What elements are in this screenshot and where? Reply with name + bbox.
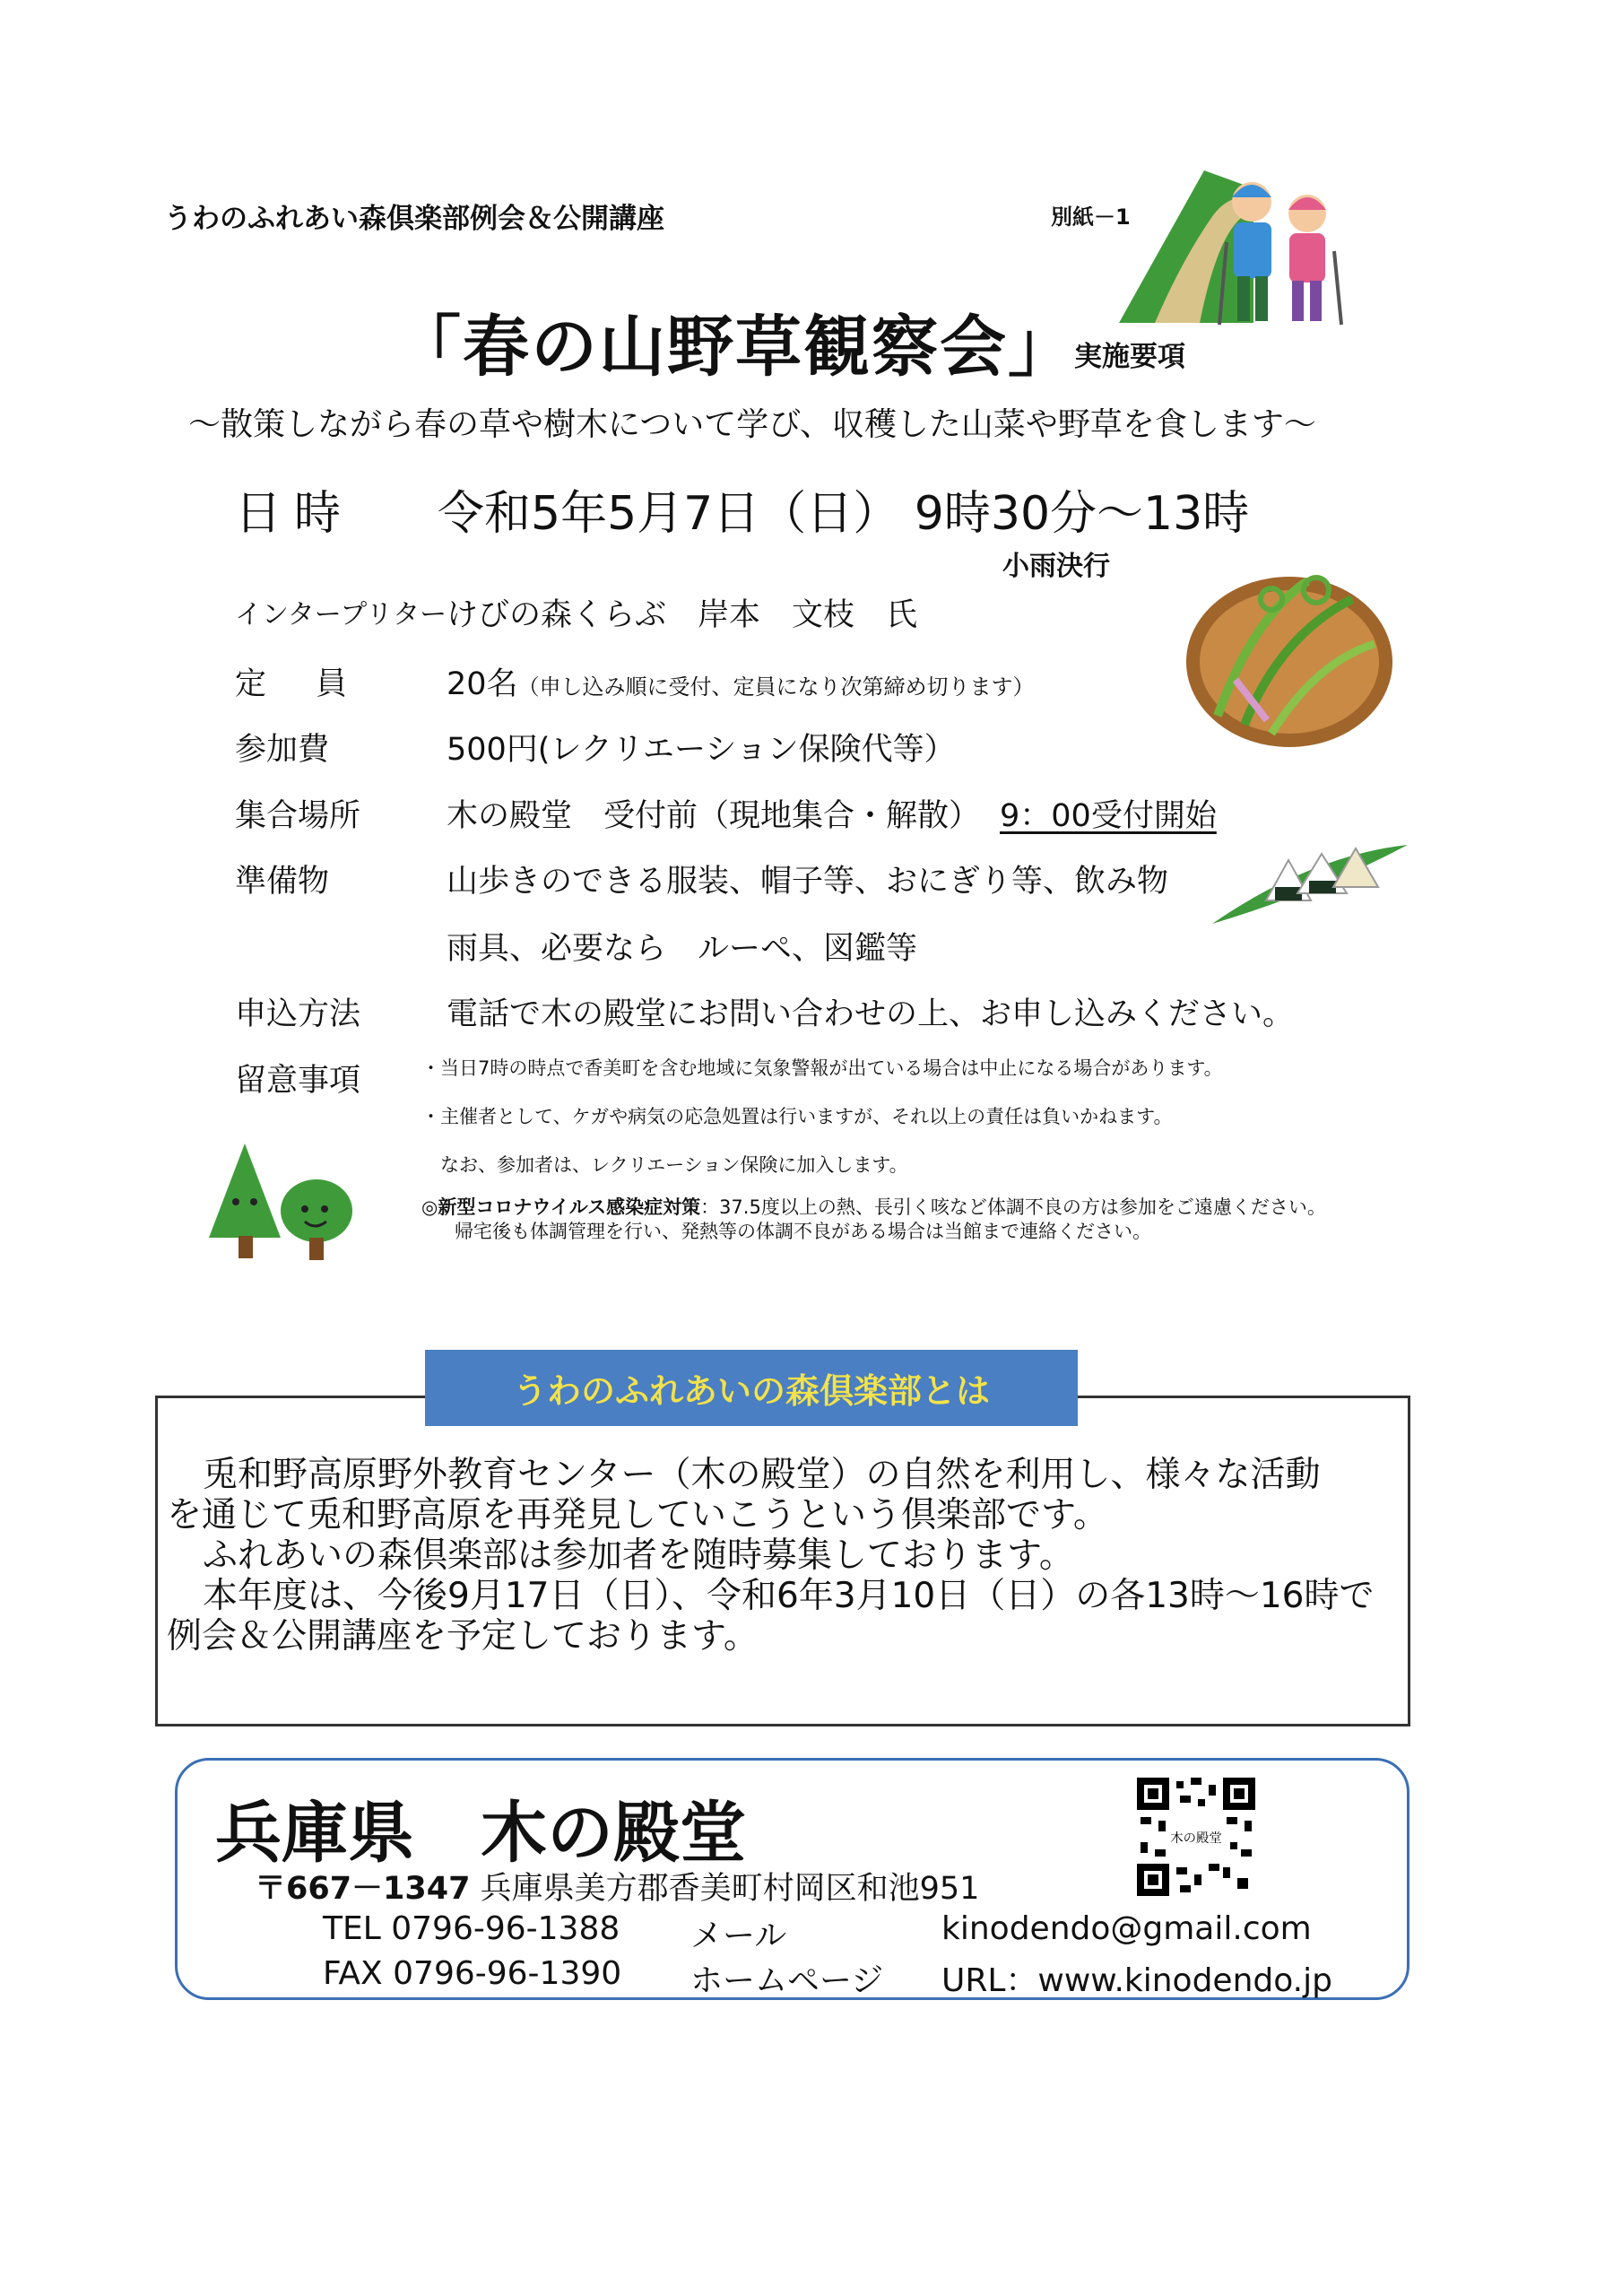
- club-line: ふれあいの森倶楽部は参加者を随時募集しております。: [203, 1535, 1074, 1576]
- meeting-place-value: [447, 791, 1217, 836]
- note-item: なお、参加者は、レクリエーション保険に加入します。: [421, 1154, 908, 1176]
- covid-heading: ◎新型コロナウイルス感染症対策: [421, 1196, 701, 1218]
- application-label: 申込方法: [235, 996, 361, 1032]
- items-value-2: 雨具、必要なら ルーペ、図鑑等: [447, 931, 918, 967]
- wild-vegetables-illustration: [1182, 563, 1397, 752]
- contact-address: [255, 1864, 979, 1909]
- note-item: ・当日7時の時点で香美町を含む地域に気象警報が出ている場合は中止になる場合があります。: [421, 1057, 1223, 1079]
- rain-note: 小雨決行: [1002, 551, 1110, 582]
- interpreter-value: けびの森くらぶ 岸本 文枝 氏: [447, 597, 918, 633]
- capacity-label: 定 員: [235, 666, 357, 702]
- capacity-note: （申し込み順に受付、定員になり次第締め切ります）: [517, 674, 1035, 700]
- covid-notice: [421, 1196, 1417, 1244]
- note-item: ・主催者として、ケガや病気の応急処置は行いますが、それ以上の責任は負いかねます。: [421, 1106, 1173, 1127]
- items-label: 準備物: [235, 864, 330, 900]
- qr-caption: 木の殿堂: [1170, 1831, 1222, 1846]
- meeting-place-label: 集合場所: [235, 798, 361, 834]
- subtitle: ～散策しながら春の草や樹木について学び、収穫した山菜や野草を食します～: [188, 406, 1316, 443]
- club-heading: うわのふれあいの森倶楽部とは: [425, 1350, 1078, 1426]
- title-suffix: 実施要項: [1074, 341, 1185, 373]
- notes-list: [421, 1057, 1417, 1184]
- page-title: 「春の山野草観察会」: [395, 309, 1076, 386]
- homepage-label: ホームページ: [690, 1962, 884, 1999]
- mail-label: メール: [690, 1918, 787, 1954]
- covid-text-2: 帰宅後も体調管理を行い、発熱等の体調不良がある場合は当館まで連絡ください。: [455, 1221, 1151, 1242]
- zip-code: 〒667－1347: [255, 1871, 471, 1907]
- fee-value: 500円(レクリエーション保険代等）: [447, 732, 956, 768]
- date-value: 令和5年5月7日（日） 9時30分～13時: [438, 487, 1250, 541]
- meeting-place-text: 木の殿堂 受付前（現地集合・解散）: [447, 798, 981, 834]
- notes-label: 留意事項: [235, 1063, 361, 1099]
- organization-line: うわのふれあい森倶楽部例会＆公開講座: [164, 203, 664, 235]
- date-label: 日時: [235, 487, 354, 541]
- capacity-value: [447, 659, 1035, 704]
- mail-address[interactable]: kinodendo@gmail.com: [941, 1910, 1312, 1947]
- homepage-url[interactable]: URL：www.kinodendo.jp: [941, 1962, 1332, 1999]
- covid-text: ：37.5度以上の熱、長引く咳など体調不良の方は参加をご遠慮ください。: [700, 1196, 1326, 1218]
- club-line: 本年度は、今後9月17日（日）、令和6年3月10日（日）の各13時～16時で: [203, 1576, 1375, 1616]
- tree-mascots-illustration: [204, 1139, 357, 1265]
- interpreter-label: インタープリター: [235, 599, 447, 631]
- application-value: 電話で木の殿堂にお問い合わせの上、お申し込みください。: [447, 996, 1295, 1032]
- hikers-illustration: [1119, 161, 1352, 332]
- fee-label: 参加費: [235, 732, 330, 768]
- club-line: を通じて兎和野高原を再発見していこうという倶楽部です。: [167, 1495, 1108, 1535]
- club-description: [167, 1455, 1404, 1657]
- tel-number: TEL 0796-96-1388: [323, 1910, 620, 1947]
- qr-code[interactable]: [1137, 1778, 1255, 1896]
- capacity-number: 20名: [447, 666, 518, 702]
- onigiri-illustration: [1212, 838, 1409, 927]
- annex-label: 別紙－1: [1051, 204, 1131, 230]
- contact-title: 兵庫県 木の殿堂: [215, 1795, 746, 1872]
- club-line: 例会＆公開講座を予定しております。: [167, 1616, 759, 1657]
- address-text: 兵庫県美方郡香美町村岡区和池951: [480, 1871, 980, 1907]
- fax-number: FAX 0796-96-1390: [323, 1955, 622, 1992]
- reception-start: 9：00受付開始: [1000, 798, 1217, 834]
- items-value: 山歩きのできる服装、帽子等、おにぎり等、飲み物: [447, 864, 1169, 900]
- club-line: 兎和野高原野外教育センター（木の殿堂）の自然を利用し、様々な活動: [203, 1455, 1321, 1495]
